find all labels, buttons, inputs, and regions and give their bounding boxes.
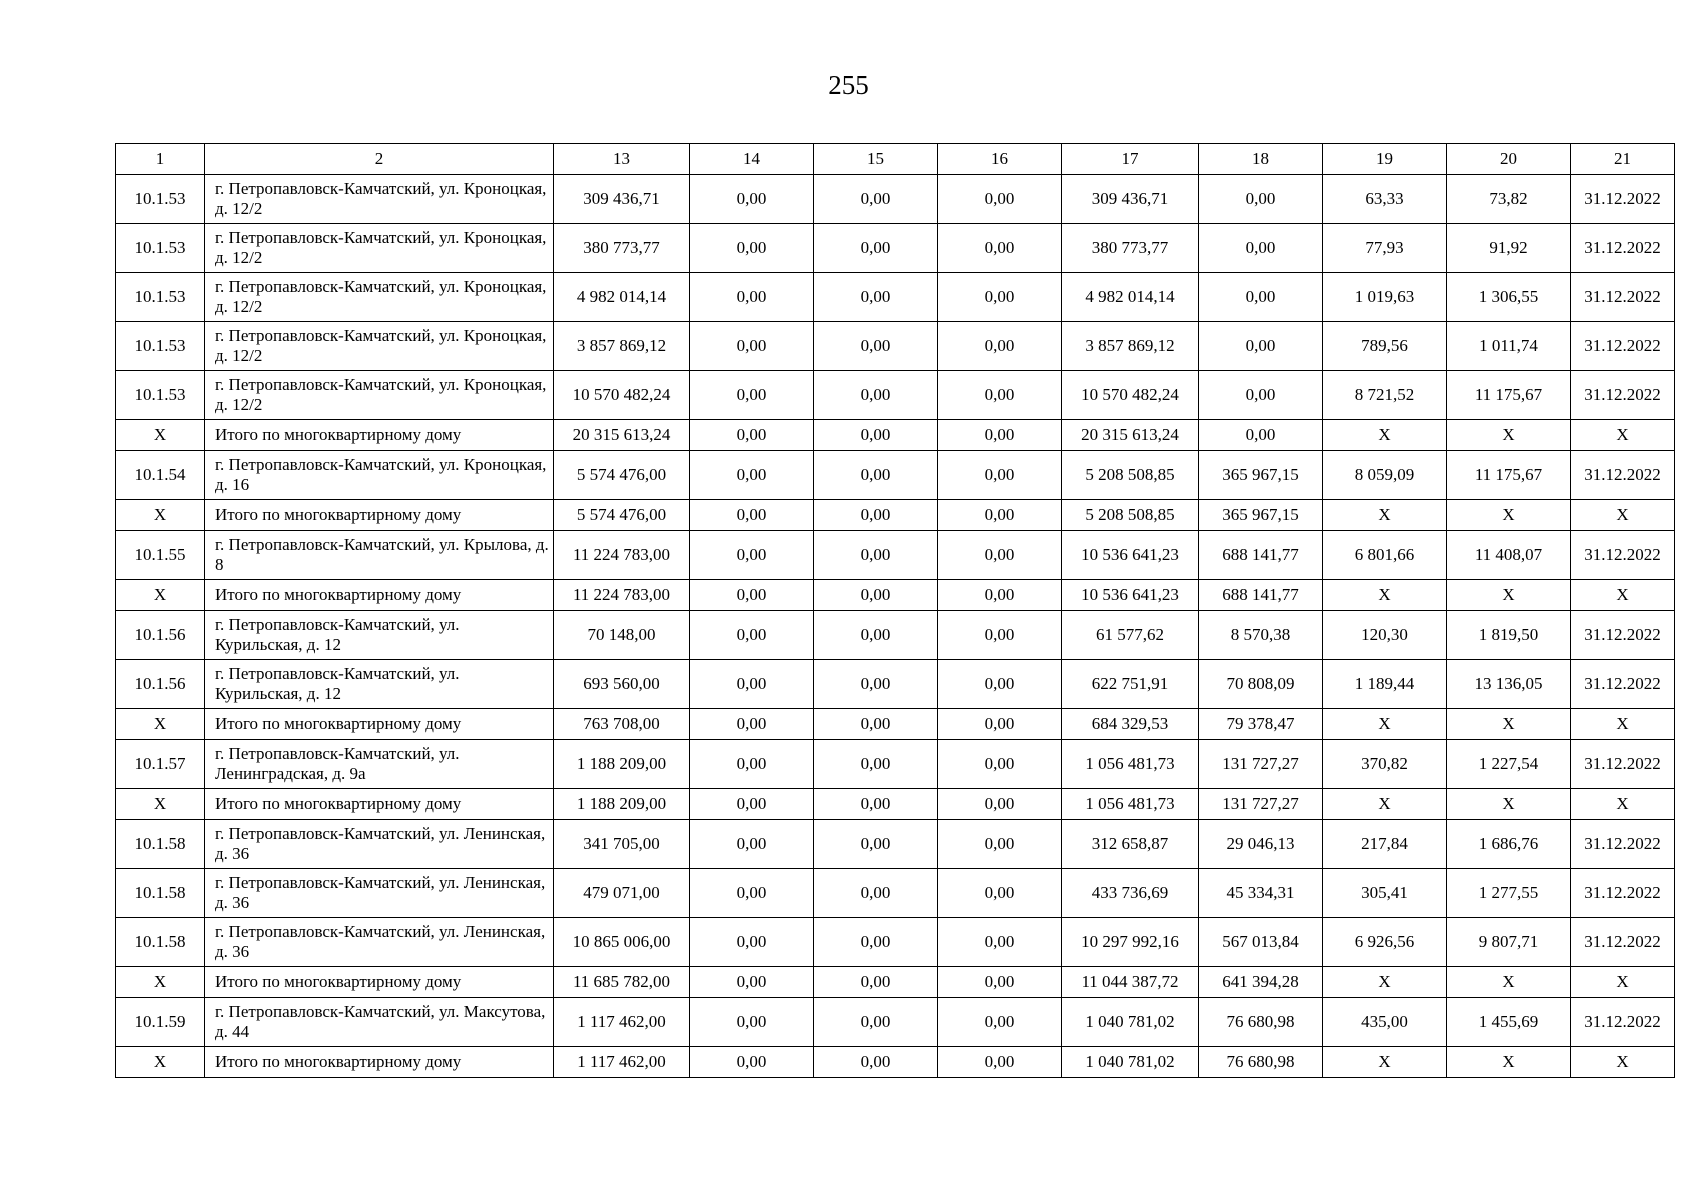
cell-row-number: 10.1.54 [116,451,205,500]
cell-col-18: 76 680,98 [1199,1047,1323,1078]
cell-address: Итого по многоквартирному дому [205,420,554,451]
cell-col-13: 10 865 006,00 [554,918,690,967]
cell-col-18: 688 141,77 [1199,580,1323,611]
cell-col-14: 0,00 [690,660,814,709]
cell-row-number: 10.1.56 [116,660,205,709]
cell-col-16: 0,00 [938,789,1062,820]
cell-col-17: 4 982 014,14 [1062,273,1199,322]
cell-row-number: 10.1.53 [116,322,205,371]
cell-col-14: 0,00 [690,740,814,789]
cell-col-13: 11 685 782,00 [554,967,690,998]
cell-completion-date: X [1571,580,1675,611]
cell-col-15: 0,00 [814,740,938,789]
cell-col-16: 0,00 [938,580,1062,611]
cell-col-16: 0,00 [938,918,1062,967]
cell-col-17: 10 536 641,23 [1062,531,1199,580]
cell-address: г. Петропавловск-Камчатский, ул. Кроноцкая, д. 12/2 [205,273,554,322]
table-row [116,998,1675,1047]
cell-address: г. Петропавловск-Камчатский, ул. Кроноцкая, д. 12/2 [205,224,554,273]
total-row [116,1047,1675,1078]
cell-col-16: 0,00 [938,1047,1062,1078]
cell-col-17: 622 751,91 [1062,660,1199,709]
cell-completion-date: 31.12.2022 [1571,224,1675,273]
cell-col-16: 0,00 [938,420,1062,451]
cell-col-19: 8 059,09 [1323,451,1447,500]
cell-col-20: 11 408,07 [1447,531,1571,580]
cell-row-number: X [116,709,205,740]
cell-col-13: 1 188 209,00 [554,789,690,820]
cell-completion-date: 31.12.2022 [1571,740,1675,789]
cell-col-18: 641 394,28 [1199,967,1323,998]
cell-col-18: 79 378,47 [1199,709,1323,740]
cell-completion-date: 31.12.2022 [1571,660,1675,709]
cell-col-20: X [1447,500,1571,531]
cell-col-14: 0,00 [690,175,814,224]
cell-col-13: 11 224 783,00 [554,531,690,580]
cell-col-14: 0,00 [690,273,814,322]
cell-col-20: X [1447,967,1571,998]
cell-col-20: 11 175,67 [1447,371,1571,420]
column-header: 17 [1062,144,1199,175]
cell-completion-date: X [1571,1047,1675,1078]
cell-address: Итого по многоквартирному дому [205,500,554,531]
cell-col-19: 120,30 [1323,611,1447,660]
cell-col-18: 0,00 [1199,371,1323,420]
cell-col-15: 0,00 [814,998,938,1047]
column-header: 16 [938,144,1062,175]
cell-col-14: 0,00 [690,998,814,1047]
cell-col-17: 10 570 482,24 [1062,371,1199,420]
cell-address: г. Петропавловск-Камчатский, ул. Крылова, д. 8 [205,531,554,580]
cell-col-19: 6 926,56 [1323,918,1447,967]
cell-address: г. Петропавловск-Камчатский, ул. Максутова, д. 44 [205,998,554,1047]
cell-completion-date: 31.12.2022 [1571,371,1675,420]
cell-row-number: 10.1.53 [116,273,205,322]
cell-col-17: 5 208 508,85 [1062,500,1199,531]
cell-col-20: 11 175,67 [1447,451,1571,500]
cell-col-20: X [1447,709,1571,740]
cell-col-19: X [1323,789,1447,820]
cell-col-20: 1 277,55 [1447,869,1571,918]
cell-col-20: 1 455,69 [1447,998,1571,1047]
cell-col-13: 5 574 476,00 [554,451,690,500]
cell-address: Итого по многоквартирному дому [205,789,554,820]
cell-col-16: 0,00 [938,611,1062,660]
cell-col-16: 0,00 [938,175,1062,224]
table-row [116,224,1675,273]
cell-col-13: 1 117 462,00 [554,1047,690,1078]
data-table [115,143,1675,1078]
cell-row-number: 10.1.58 [116,918,205,967]
cell-col-20: 1 819,50 [1447,611,1571,660]
cell-col-14: 0,00 [690,224,814,273]
table-row [116,869,1675,918]
cell-col-19: X [1323,1047,1447,1078]
table-row [116,175,1675,224]
cell-col-15: 0,00 [814,918,938,967]
cell-completion-date: X [1571,420,1675,451]
cell-completion-date: 31.12.2022 [1571,918,1675,967]
cell-col-13: 763 708,00 [554,709,690,740]
cell-col-15: 0,00 [814,273,938,322]
cell-address: г. Петропавловск-Камчатский, ул. Кроноцкая, д. 12/2 [205,175,554,224]
cell-address: г. Петропавловск-Камчатский, ул. Ленинская, д. 36 [205,820,554,869]
cell-col-15: 0,00 [814,224,938,273]
cell-row-number: X [116,580,205,611]
cell-col-19: 1 019,63 [1323,273,1447,322]
table-row [116,820,1675,869]
cell-col-20: X [1447,789,1571,820]
cell-address: г. Петропавловск-Камчатский, ул. Кроноцкая, д. 16 [205,451,554,500]
cell-col-15: 0,00 [814,1047,938,1078]
cell-col-18: 45 334,31 [1199,869,1323,918]
header-row [116,144,1675,175]
cell-col-17: 1 056 481,73 [1062,740,1199,789]
cell-col-15: 0,00 [814,660,938,709]
cell-col-17: 312 658,87 [1062,820,1199,869]
cell-col-14: 0,00 [690,322,814,371]
cell-col-16: 0,00 [938,500,1062,531]
cell-col-18: 8 570,38 [1199,611,1323,660]
table-row [116,740,1675,789]
cell-row-number: 10.1.56 [116,611,205,660]
cell-col-15: 0,00 [814,789,938,820]
column-header: 21 [1571,144,1675,175]
cell-col-14: 0,00 [690,371,814,420]
cell-col-17: 61 577,62 [1062,611,1199,660]
cell-col-20: 1 306,55 [1447,273,1571,322]
column-header: 18 [1199,144,1323,175]
cell-col-19: 1 189,44 [1323,660,1447,709]
total-row [116,580,1675,611]
cell-col-16: 0,00 [938,740,1062,789]
cell-address: г. Петропавловск-Камчатский, ул. Кроноцкая, д. 12/2 [205,371,554,420]
cell-col-18: 365 967,15 [1199,500,1323,531]
cell-address: г. Петропавловск-Камчатский, ул. Ленинская, д. 36 [205,869,554,918]
column-header: 13 [554,144,690,175]
cell-col-19: 8 721,52 [1323,371,1447,420]
cell-col-20: 1 686,76 [1447,820,1571,869]
cell-col-20: 13 136,05 [1447,660,1571,709]
table-row [116,371,1675,420]
cell-completion-date: 31.12.2022 [1571,531,1675,580]
cell-col-16: 0,00 [938,224,1062,273]
table-body [116,175,1675,1078]
cell-col-13: 4 982 014,14 [554,273,690,322]
cell-col-17: 684 329,53 [1062,709,1199,740]
cell-col-14: 0,00 [690,789,814,820]
cell-col-17: 10 536 641,23 [1062,580,1199,611]
cell-col-13: 309 436,71 [554,175,690,224]
table-row [116,531,1675,580]
cell-completion-date: 31.12.2022 [1571,273,1675,322]
cell-completion-date: 31.12.2022 [1571,869,1675,918]
cell-col-18: 131 727,27 [1199,740,1323,789]
cell-col-19: 789,56 [1323,322,1447,371]
cell-col-19: X [1323,500,1447,531]
cell-col-15: 0,00 [814,580,938,611]
total-row [116,709,1675,740]
cell-col-13: 1 117 462,00 [554,998,690,1047]
cell-col-15: 0,00 [814,500,938,531]
cell-col-20: X [1447,580,1571,611]
cell-col-19: 370,82 [1323,740,1447,789]
cell-col-14: 0,00 [690,709,814,740]
cell-col-17: 309 436,71 [1062,175,1199,224]
cell-col-17: 380 773,77 [1062,224,1199,273]
column-header: 15 [814,144,938,175]
cell-col-16: 0,00 [938,998,1062,1047]
cell-address: г. Петропавловск-Камчатский, ул. Кроноцкая, д. 12/2 [205,322,554,371]
page-number: 255 [828,70,869,100]
cell-col-19: 305,41 [1323,869,1447,918]
cell-address: Итого по многоквартирному дому [205,709,554,740]
cell-address: г. Петропавловск-Камчатский, ул. Ленинградская, д. 9а [205,740,554,789]
cell-col-19: 435,00 [1323,998,1447,1047]
column-header: 19 [1323,144,1447,175]
cell-col-20: 1 227,54 [1447,740,1571,789]
cell-completion-date: 31.12.2022 [1571,820,1675,869]
cell-col-14: 0,00 [690,967,814,998]
cell-col-13: 5 574 476,00 [554,500,690,531]
total-row [116,420,1675,451]
cell-col-15: 0,00 [814,531,938,580]
table-row [116,451,1675,500]
cell-completion-date: X [1571,789,1675,820]
cell-col-17: 5 208 508,85 [1062,451,1199,500]
cell-col-13: 10 570 482,24 [554,371,690,420]
cell-col-17: 433 736,69 [1062,869,1199,918]
cell-row-number: 10.1.58 [116,869,205,918]
cell-col-16: 0,00 [938,709,1062,740]
cell-col-16: 0,00 [938,273,1062,322]
cell-completion-date: 31.12.2022 [1571,611,1675,660]
cell-col-13: 3 857 869,12 [554,322,690,371]
cell-col-17: 20 315 613,24 [1062,420,1199,451]
cell-col-16: 0,00 [938,820,1062,869]
cell-row-number: X [116,967,205,998]
cell-col-20: 1 011,74 [1447,322,1571,371]
cell-col-19: 6 801,66 [1323,531,1447,580]
cell-col-18: 70 808,09 [1199,660,1323,709]
table-row [116,322,1675,371]
cell-col-14: 0,00 [690,451,814,500]
cell-row-number: X [116,789,205,820]
cell-col-13: 693 560,00 [554,660,690,709]
total-row [116,500,1675,531]
cell-completion-date: 31.12.2022 [1571,998,1675,1047]
cell-row-number: 10.1.53 [116,175,205,224]
cell-col-13: 11 224 783,00 [554,580,690,611]
cell-col-18: 567 013,84 [1199,918,1323,967]
cell-address: г. Петропавловск-Камчатский, ул. Ленинская, д. 36 [205,918,554,967]
cell-col-18: 0,00 [1199,175,1323,224]
cell-col-14: 0,00 [690,531,814,580]
cell-col-14: 0,00 [690,611,814,660]
cell-col-20: 73,82 [1447,175,1571,224]
cell-completion-date: 31.12.2022 [1571,322,1675,371]
cell-col-15: 0,00 [814,709,938,740]
cell-completion-date: 31.12.2022 [1571,175,1675,224]
cell-col-16: 0,00 [938,869,1062,918]
cell-col-14: 0,00 [690,500,814,531]
cell-col-20: 9 807,71 [1447,918,1571,967]
cell-col-14: 0,00 [690,580,814,611]
cell-col-19: X [1323,709,1447,740]
cell-col-14: 0,00 [690,918,814,967]
cell-col-18: 0,00 [1199,322,1323,371]
cell-col-18: 688 141,77 [1199,531,1323,580]
total-row [116,967,1675,998]
table-row [116,273,1675,322]
column-header: 20 [1447,144,1571,175]
cell-row-number: 10.1.58 [116,820,205,869]
cell-col-13: 20 315 613,24 [554,420,690,451]
cell-col-17: 3 857 869,12 [1062,322,1199,371]
table-row [116,660,1675,709]
cell-row-number: 10.1.57 [116,740,205,789]
cell-completion-date: X [1571,500,1675,531]
cell-col-16: 0,00 [938,967,1062,998]
cell-col-13: 341 705,00 [554,820,690,869]
cell-col-15: 0,00 [814,322,938,371]
cell-col-20: 91,92 [1447,224,1571,273]
cell-col-19: X [1323,420,1447,451]
cell-col-13: 70 148,00 [554,611,690,660]
cell-col-18: 29 046,13 [1199,820,1323,869]
cell-row-number: X [116,500,205,531]
cell-completion-date: X [1571,709,1675,740]
cell-col-19: 217,84 [1323,820,1447,869]
table-row [116,918,1675,967]
cell-col-20: X [1447,1047,1571,1078]
cell-col-16: 0,00 [938,451,1062,500]
cell-col-15: 0,00 [814,869,938,918]
column-header: 14 [690,144,814,175]
cell-col-18: 0,00 [1199,420,1323,451]
cell-completion-date: 31.12.2022 [1571,451,1675,500]
cell-col-17: 10 297 992,16 [1062,918,1199,967]
cell-address: Итого по многоквартирному дому [205,1047,554,1078]
cell-col-13: 479 071,00 [554,869,690,918]
total-row [116,789,1675,820]
cell-col-13: 380 773,77 [554,224,690,273]
cell-col-17: 11 044 387,72 [1062,967,1199,998]
cell-row-number: 10.1.53 [116,224,205,273]
cell-col-14: 0,00 [690,820,814,869]
cell-col-15: 0,00 [814,820,938,869]
cell-address: Итого по многоквартирному дому [205,967,554,998]
cell-col-16: 0,00 [938,531,1062,580]
cell-col-15: 0,00 [814,611,938,660]
cell-row-number: X [116,1047,205,1078]
cell-completion-date: X [1571,967,1675,998]
cell-col-17: 1 040 781,02 [1062,998,1199,1047]
cell-col-16: 0,00 [938,660,1062,709]
cell-col-13: 1 188 209,00 [554,740,690,789]
table-row [116,611,1675,660]
cell-col-16: 0,00 [938,371,1062,420]
cell-address: г. Петропавловск-Камчатский, ул. Курильская, д. 12 [205,660,554,709]
cell-col-18: 76 680,98 [1199,998,1323,1047]
cell-col-18: 0,00 [1199,273,1323,322]
cell-col-19: X [1323,967,1447,998]
cell-col-15: 0,00 [814,371,938,420]
cell-col-19: 63,33 [1323,175,1447,224]
column-header: 2 [205,144,554,175]
cell-col-18: 365 967,15 [1199,451,1323,500]
cell-address: г. Петропавловск-Камчатский, ул. Курильская, д. 12 [205,611,554,660]
cell-row-number: X [116,420,205,451]
cell-col-15: 0,00 [814,420,938,451]
cell-col-18: 0,00 [1199,224,1323,273]
cell-col-15: 0,00 [814,451,938,500]
cell-col-14: 0,00 [690,1047,814,1078]
cell-row-number: 10.1.55 [116,531,205,580]
cell-col-17: 1 056 481,73 [1062,789,1199,820]
cell-col-14: 0,00 [690,869,814,918]
cell-col-14: 0,00 [690,420,814,451]
cell-row-number: 10.1.53 [116,371,205,420]
cell-address: Итого по многоквартирному дому [205,580,554,611]
cell-col-16: 0,00 [938,322,1062,371]
cell-col-19: X [1323,580,1447,611]
cell-col-19: 77,93 [1323,224,1447,273]
cell-col-17: 1 040 781,02 [1062,1047,1199,1078]
cell-col-15: 0,00 [814,175,938,224]
cell-col-20: X [1447,420,1571,451]
cell-col-18: 131 727,27 [1199,789,1323,820]
cell-col-15: 0,00 [814,967,938,998]
cell-row-number: 10.1.59 [116,998,205,1047]
table-header [116,144,1675,175]
column-header: 1 [116,144,205,175]
